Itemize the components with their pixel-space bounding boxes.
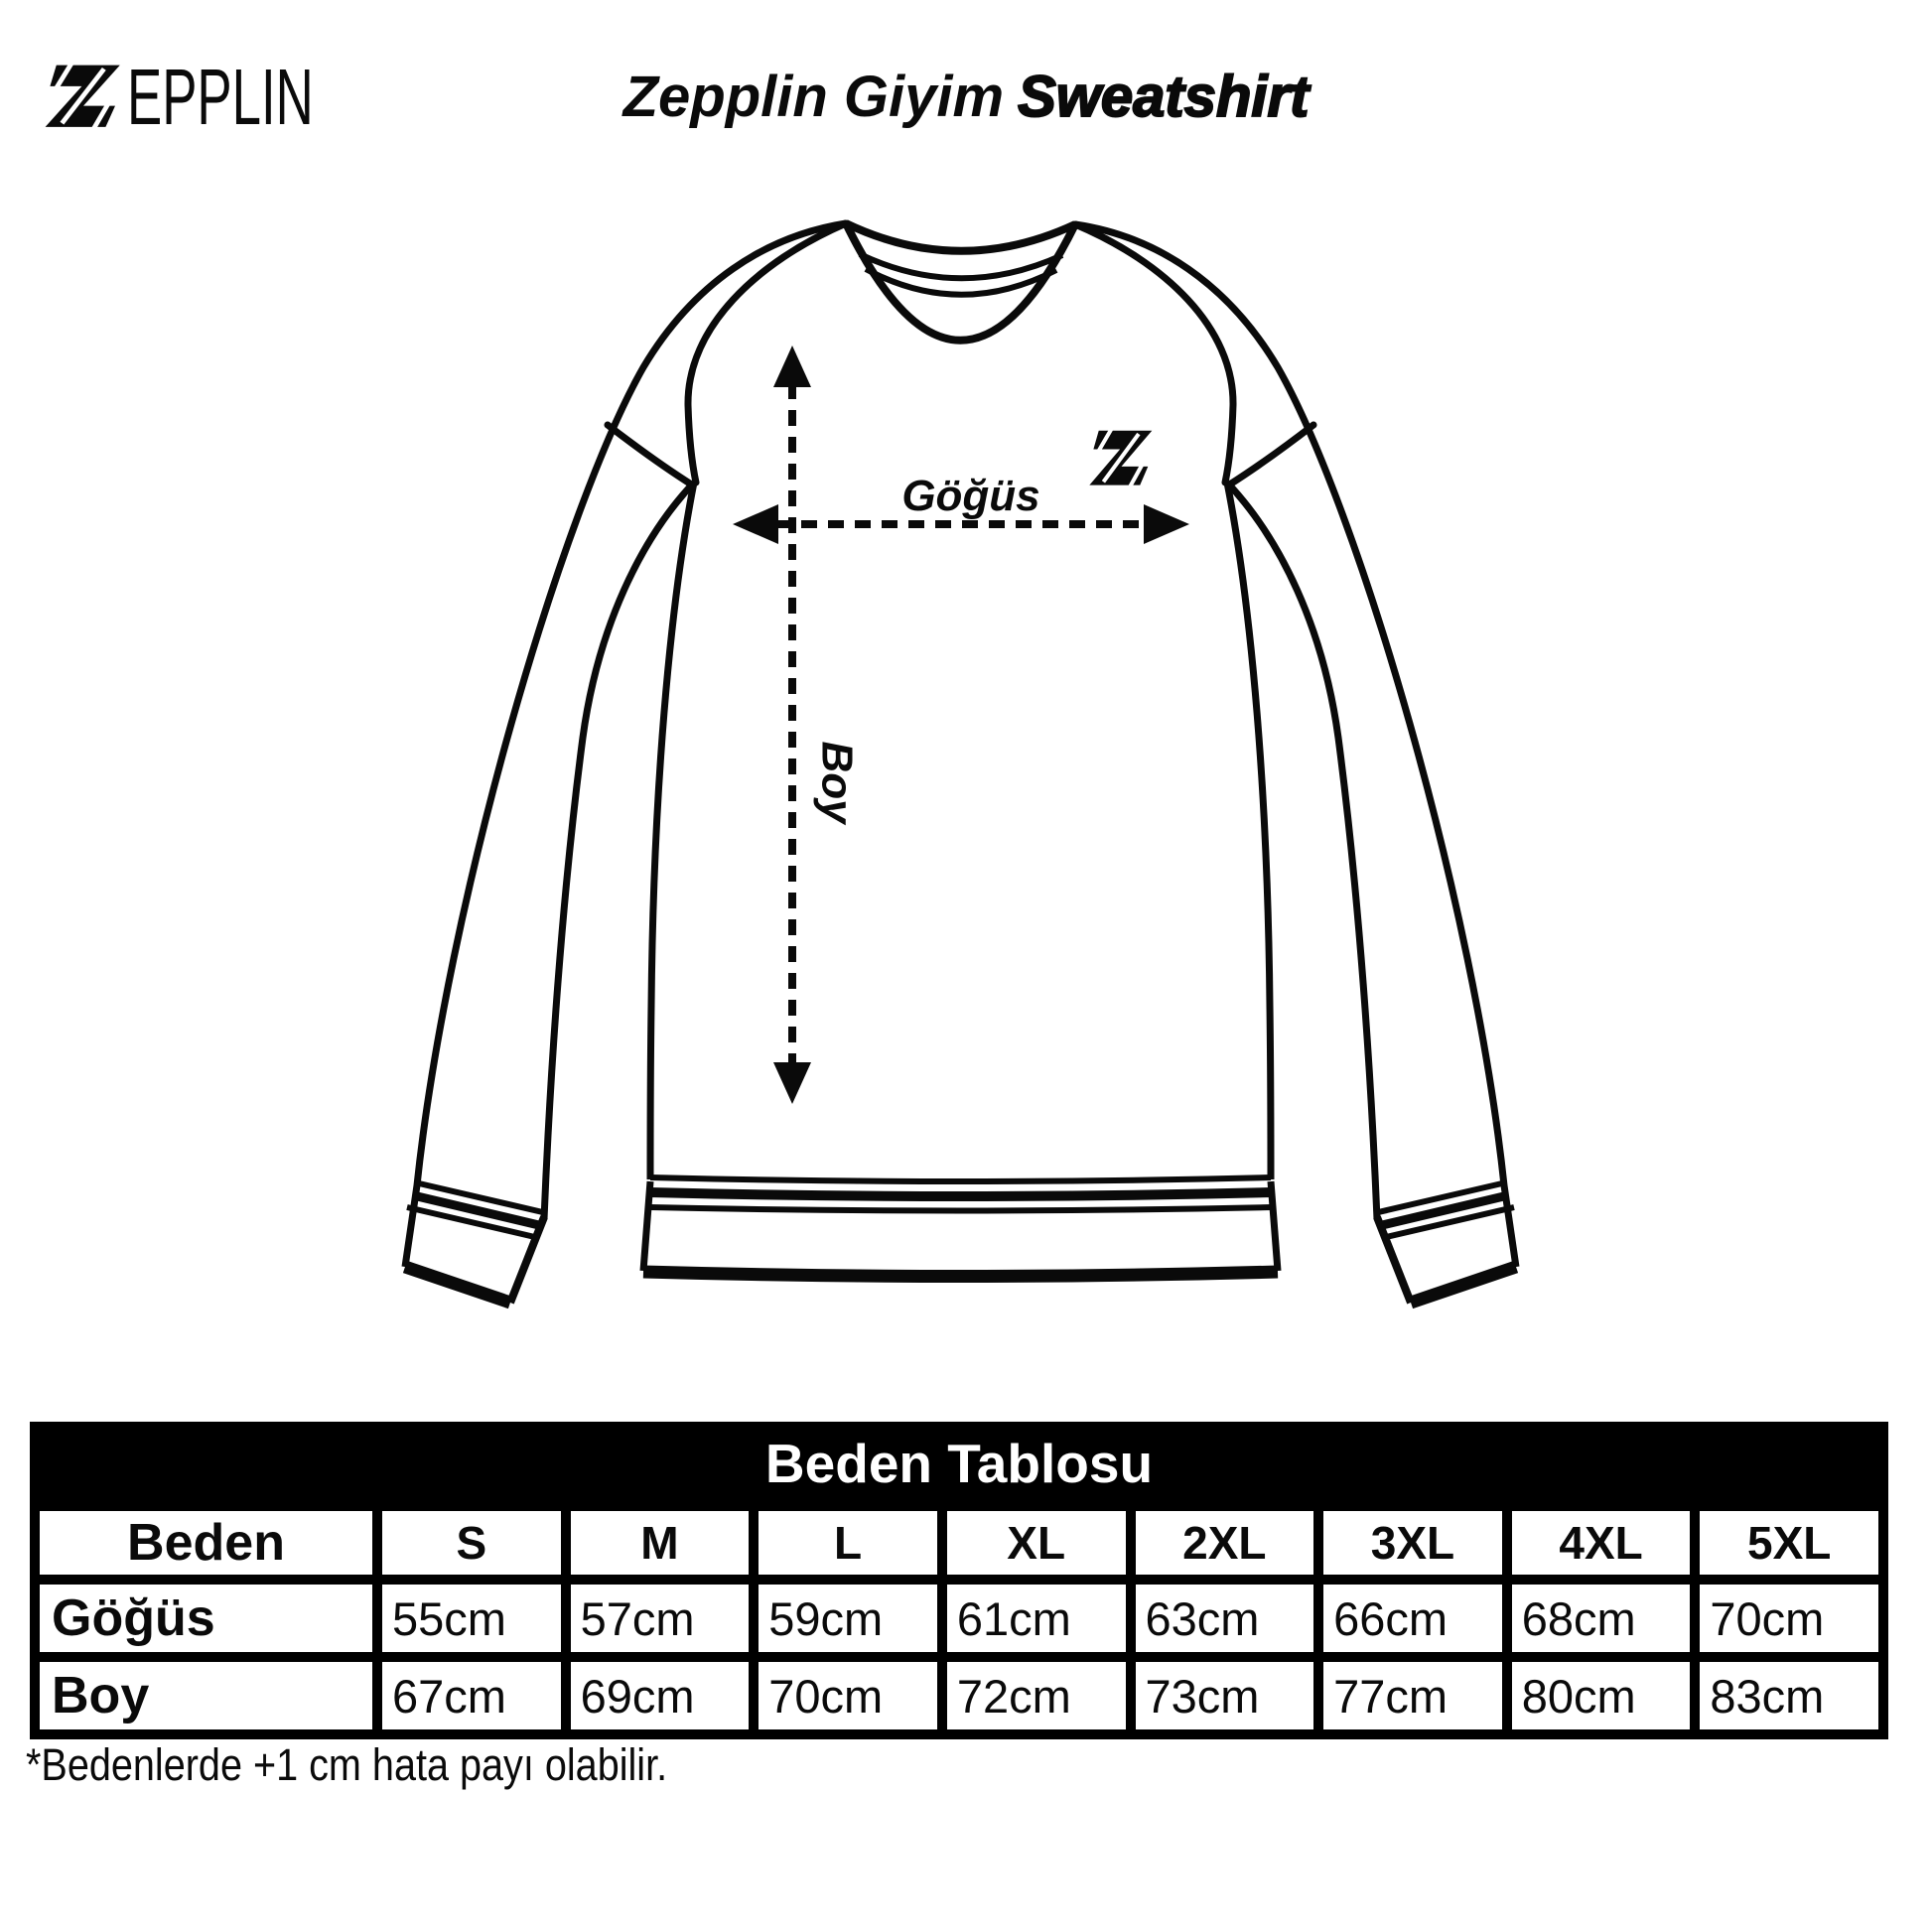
length-label: Boy: [812, 741, 862, 824]
garment-outline: [405, 223, 1516, 1303]
size-value-cell: 77cm: [1318, 1657, 1507, 1734]
arrowhead-up-icon: [773, 345, 811, 387]
corner-header: Beden: [35, 1506, 377, 1580]
size-value-cell: 73cm: [1131, 1657, 1319, 1734]
size-column-header: M: [566, 1506, 755, 1580]
size-column-header: 4XL: [1507, 1506, 1696, 1580]
arrowhead-left-icon: [733, 504, 778, 544]
size-value-cell: 59cm: [754, 1580, 942, 1657]
size-value-cell: 66cm: [1318, 1580, 1507, 1657]
length-arrow: [773, 345, 811, 1104]
size-value-cell: 70cm: [754, 1657, 942, 1734]
size-value-cell: 70cm: [1695, 1580, 1883, 1657]
size-column-header: L: [754, 1506, 942, 1580]
collar: [846, 223, 1075, 341]
arrowhead-down-icon: [773, 1062, 811, 1104]
brand-wordmark: EPPLIN: [127, 53, 314, 141]
arrowhead-right-icon: [1144, 504, 1189, 544]
left-cuff: [405, 1183, 547, 1303]
right-cuff: [1374, 1183, 1516, 1303]
size-column-header: XL: [942, 1506, 1131, 1580]
size-value-cell: 57cm: [566, 1580, 755, 1657]
size-column-header: S: [377, 1506, 566, 1580]
size-column-header: 5XL: [1695, 1506, 1883, 1580]
size-value-cell: 69cm: [566, 1657, 755, 1734]
size-value-cell: 68cm: [1507, 1580, 1696, 1657]
title-regular: Zepplin Giyim: [622, 65, 1005, 129]
size-header-row: [35, 1506, 1883, 1580]
size-column-header: 3XL: [1318, 1506, 1507, 1580]
size-value-cell: 67cm: [377, 1657, 566, 1734]
waistband: [643, 1177, 1278, 1277]
size-value-cell: 63cm: [1131, 1580, 1319, 1657]
sweatshirt-diagram: [298, 177, 1634, 1330]
title-bold: Sweatshirt: [1018, 65, 1310, 129]
size-value-cell: 55cm: [377, 1580, 566, 1657]
chest-width-label: Göğüs: [901, 472, 1040, 520]
size-value-cell: 80cm: [1507, 1657, 1696, 1734]
page-title: [0, 66, 1932, 129]
chest-measurement-row: [35, 1580, 1883, 1657]
footnote: *Bedenlerde +1 cm hata payı olabilir.: [26, 1739, 668, 1790]
size-value-cell: 61cm: [942, 1580, 1131, 1657]
row-label: Göğüs: [35, 1580, 377, 1657]
size-column-header: 2XL: [1131, 1506, 1319, 1580]
table-caption-row: [35, 1427, 1883, 1506]
size-table: [30, 1422, 1888, 1739]
row-label: Boy: [35, 1657, 377, 1734]
size-value-cell: 72cm: [942, 1657, 1131, 1734]
chest-z-logo-icon: [1089, 428, 1152, 487]
length-measurement-row: [35, 1657, 1883, 1734]
size-value-cell: 83cm: [1695, 1657, 1883, 1734]
table-caption: Beden Tablosu: [35, 1427, 1883, 1506]
